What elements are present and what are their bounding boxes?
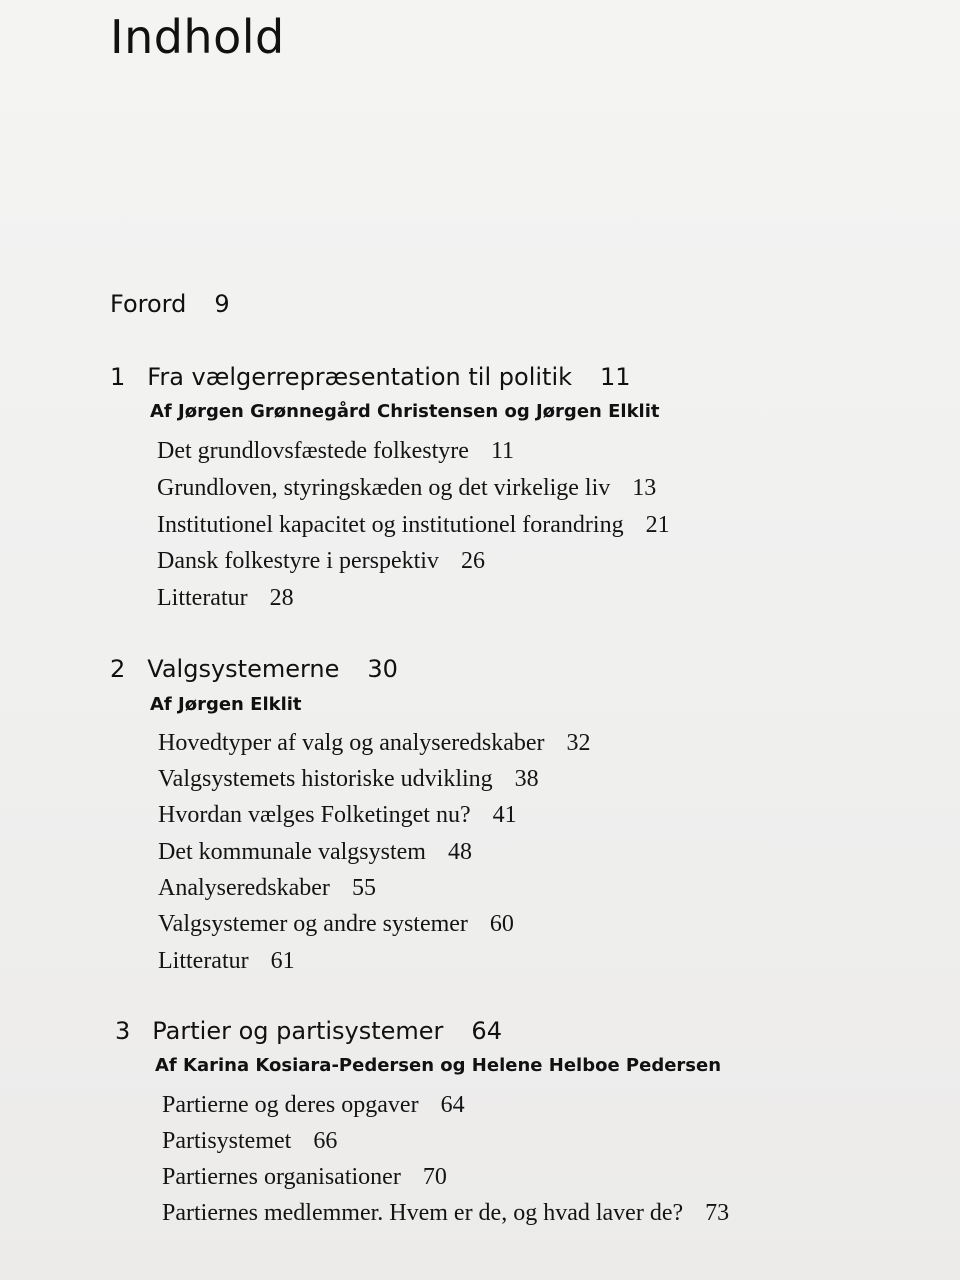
toc-entry: [158, 876, 376, 900]
toc-entry: [157, 476, 656, 500]
entry-page: 64: [440, 1092, 465, 1118]
entry-title: Partisystemet: [162, 1128, 292, 1154]
forord-label: Forord: [110, 290, 187, 318]
chapter-number: 2: [110, 655, 126, 683]
chapter-3-heading: [115, 1019, 502, 1043]
toc-entry: [162, 1165, 447, 1189]
entry-title: Partierne og deres opgaver: [162, 1092, 419, 1118]
toc-entry: [158, 912, 514, 936]
entry-title: Valgsystemer og andre systemer: [158, 911, 468, 937]
entry-title: Det kommunale valgsystem: [158, 839, 426, 865]
forord-page: 9: [214, 290, 230, 318]
entry-title: Litteratur: [157, 585, 248, 611]
toc-forord: [110, 292, 230, 316]
toc-entry: [162, 1201, 729, 1225]
toc-entry: [162, 1129, 337, 1153]
toc-entry: [158, 803, 517, 827]
page-title: Indhold: [110, 10, 285, 64]
entry-title: Analyseredskaber: [158, 875, 330, 901]
entry-title: Partiernes organisationer: [162, 1164, 401, 1190]
chapter-3-author: Af Karina Kosiara-Pedersen og Helene Helboe Pedersen: [155, 1055, 722, 1076]
entry-page: 66: [313, 1128, 338, 1154]
chapter-number: 3: [115, 1017, 131, 1045]
entry-title: Institutionel kapacitet og institutionel forandring: [157, 512, 624, 538]
entry-page: 13: [632, 475, 657, 501]
entry-title: Hovedtyper af valg og analyseredskaber: [158, 730, 545, 756]
entry-page: 41: [492, 802, 517, 828]
entry-page: 32: [566, 730, 591, 756]
entry-title: Litteratur: [158, 948, 249, 974]
chapter-title: Partier og partisystemer: [152, 1017, 444, 1045]
chapter-title: Valgsystemerne: [147, 655, 340, 683]
toc-entry: [157, 439, 514, 463]
toc-entry: [157, 549, 485, 573]
toc-entry: [158, 767, 539, 791]
entry-title: Partiernes medlemmer. Hvem er de, og hvad laver de?: [162, 1200, 684, 1226]
entry-title: Valgsystemets historiske udvikling: [158, 766, 493, 792]
chapter-2-author: Af Jørgen Elklit: [150, 694, 302, 715]
chapter-page: 64: [471, 1017, 502, 1045]
entry-page: 21: [645, 512, 670, 538]
chapter-page: 11: [600, 363, 631, 391]
entry-page: 38: [514, 766, 539, 792]
entry-page: 61: [270, 948, 295, 974]
toc-entry: [158, 731, 591, 755]
toc-entry: [158, 840, 472, 864]
entry-page: 26: [460, 548, 485, 574]
entry-page: 11: [490, 438, 515, 464]
chapter-1-heading: [110, 365, 631, 389]
entry-title: Det grundlovsfæstede folkestyre: [157, 438, 469, 464]
chapter-title: Fra vælgerrepræsentation til politik: [147, 363, 573, 391]
entry-page: 73: [705, 1200, 730, 1226]
entry-page: 48: [447, 839, 472, 865]
toc-entry: [157, 513, 670, 537]
toc-entry: [158, 949, 295, 973]
chapter-page: 30: [367, 655, 398, 683]
entry-page: 60: [489, 911, 514, 937]
entry-title: Hvordan vælges Folketinget nu?: [158, 802, 471, 828]
toc-entry: [157, 586, 294, 610]
chapter-2-heading: [110, 657, 398, 681]
chapter-number: 1: [110, 363, 126, 391]
chapter-1-author: Af Jørgen Grønnegård Christensen og Jørgen Elklit: [150, 401, 660, 422]
toc-entry: [162, 1093, 465, 1117]
entry-title: Grundloven, styringskæden og det virkelige liv: [157, 475, 611, 501]
entry-page: 55: [351, 875, 376, 901]
entry-page: 28: [269, 585, 294, 611]
entry-page: 70: [422, 1164, 447, 1190]
entry-title: Dansk folkestyre i perspektiv: [157, 548, 439, 574]
